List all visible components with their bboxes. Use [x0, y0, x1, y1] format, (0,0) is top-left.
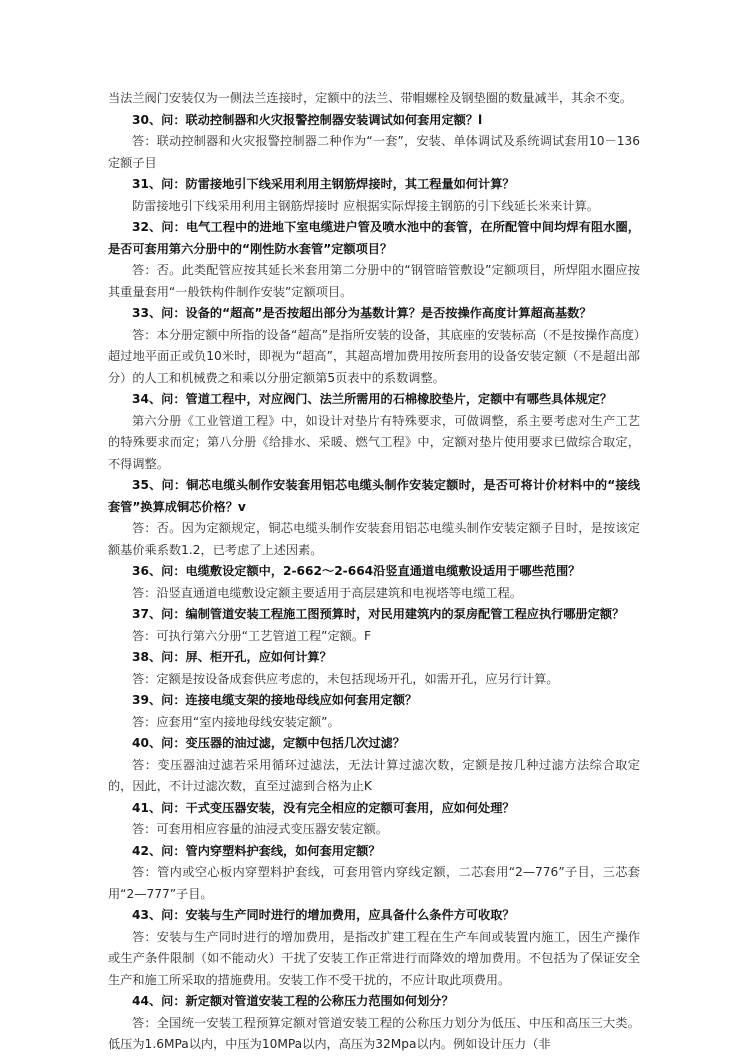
question-31: 31、问：防雷接地引下线采用利用主钢筋焊接时，其工程量如何计算？	[132, 177, 515, 191]
answer-42: 答：管内或空心板内穿塑料护套线，可套用管内穿线定额，二芯套用“2—776”子目，三芯套用“2—777”子目。	[108, 865, 640, 901]
question-41: 41、问：干式变压器安装，没有完全相应的定额可套用，应如何处理？	[132, 800, 515, 815]
answer-31: 防雷接地引下线采用利用主钢筋焊接时 应根据实际焊接主钢筋的引下线延长米来计算。	[132, 198, 599, 213]
question-34: 34、问：管道工程中，对应阀门、法兰所需用的石棉橡胶垫片，定额中有哪些具体规定？	[132, 392, 613, 406]
answer-41: 答：可套用相应容量的油浸式变压器安装定额。	[132, 822, 388, 836]
question-36: 36、问：电缆敷设定额中，2-662～2-664沿竖直通道电缆敷设适用于哪些范围？	[132, 564, 581, 578]
question-39: 39、问：连接电缆支架的接地母线应如何套用定额？	[132, 693, 418, 707]
question-30: 30、问：联动控制器和火灾报警控制器安装调试如何套用定额？l	[132, 112, 483, 127]
answer-34: 第六分册《工业管道工程》中，如设计对垫片有特殊要求，可做调整，系主要考虑对生产工艺的特殊要求而定；第八分册《给排水、采暖、燃气工程》中，定额对垫片使用要求已做综合取定，不得调整。	[108, 413, 640, 471]
answer-32: 答：否。此类配管应按其延长米套用第二分册中的“钢管暗管敷设”定额项目，所焊阻水圈应按其重量套用“一般铁构件制作安装”定额项目。	[108, 263, 640, 299]
question-44: 44、问：新定额对管道安装工程的公称压力范围如何划分？	[132, 994, 454, 1008]
question-35: 35、问：铜芯电缆头制作安装套用铝芯电缆头制作安装定额时，是否可将计价材料中的“接线套管”换算成铜芯价格？v	[108, 478, 640, 514]
paragraph-continued: 当法兰阀门安装仅为一侧法兰连接时，定额中的法兰、带帽螺栓及钢垫圈的数量减半，其余不变。	[108, 91, 633, 105]
answer-37: 答：可执行第六分册“工艺管道工程”定额。F	[132, 628, 372, 643]
answer-43: 答：安装与生产同时进行的增加费用，是指改扩建工程在生产车间或装置内施工，因生产操作或生产条件限制（如不能动火）干扰了安装工作正常进行而降效的增加费用。不包括为了保证安全生产和施工所采取的措施费用。安装工作不受干扰的，不应计取此项费用。	[108, 929, 640, 987]
question-42: 42、问：管内穿塑料护套线，如何套用定额？	[132, 843, 381, 858]
question-40: 40、问：变压器的油过滤，定额中包括几次过滤？	[132, 736, 405, 750]
question-43: 43、问：安装与生产同时进行的增加费用，应具备什么条件方可收取？	[132, 908, 515, 922]
answer-40: 答：变压器油过滤若采用循环过滤法，无法计算过滤次数，定额是按几种过滤方法综合取定的，因此，不计过滤次数，直至过滤到合格为止K	[108, 757, 640, 793]
question-38: 38、问：屏、柜开孔，应如何计算？	[132, 650, 332, 664]
question-37: 37、问：编制管道安装工程施工图预算时，对民用建筑内的泵房配管工程应执行哪册定额？	[132, 607, 625, 621]
document-page	[108, 88, 640, 1056]
answer-36: 答：沿竖直通道电缆敷设定额主要适用于高层建筑和电视塔等电缆工程。	[132, 585, 522, 600]
answer-38: 答：定额是按设备成套供应考虑的，未包括现场开孔，如需开孔，应另行计算。	[132, 671, 559, 686]
question-32: 32、问：电气工程中的进地下室电缆进户管及喷水池中的套管，在所配管中间均焊有阻水圈，是否可套用第六分册中的“刚性防水套管”定额项目？	[108, 220, 640, 256]
answer-33: 答：本分册定额中所指的设备“超高”是指所安装的设备，其底座的安装标高（不是按操作高度）超过地平面正或负10米时，即视为“超高”，其超高增加费用按所套用的设备安装定额（不是超出部分）的人工和机械费之和乘以分册定额第5页表中的系数调整。	[108, 327, 640, 385]
answer-39: 答：应套用“室内接地母线安装定额”。	[132, 714, 340, 729]
answer-44: 答：全国统一安装工程预算定额对管道安装工程的公称压力划分为低压、中压和高压三大类。低压为1.6MPa以内，中压为10MPa以内，高压为32Mpa以内。例如设计压力（非	[108, 1015, 640, 1051]
answer-30: 答：联动控制器和火灾报警控制器二种作为“一套”，安装、单体调试及系统调试套用10－136定额子目	[108, 134, 640, 170]
answer-35: 答：否。因为定额规定，铜芯电缆头制作安装套用铝芯电缆头制作安装定额子目时，是按该定额基价乘系数1.2，已考虑了上述因素。	[108, 521, 640, 557]
question-33: 33、问：设备的“超高”是否按超出部分为基数计算？是否按操作高度计算超高基数？	[132, 306, 592, 320]
